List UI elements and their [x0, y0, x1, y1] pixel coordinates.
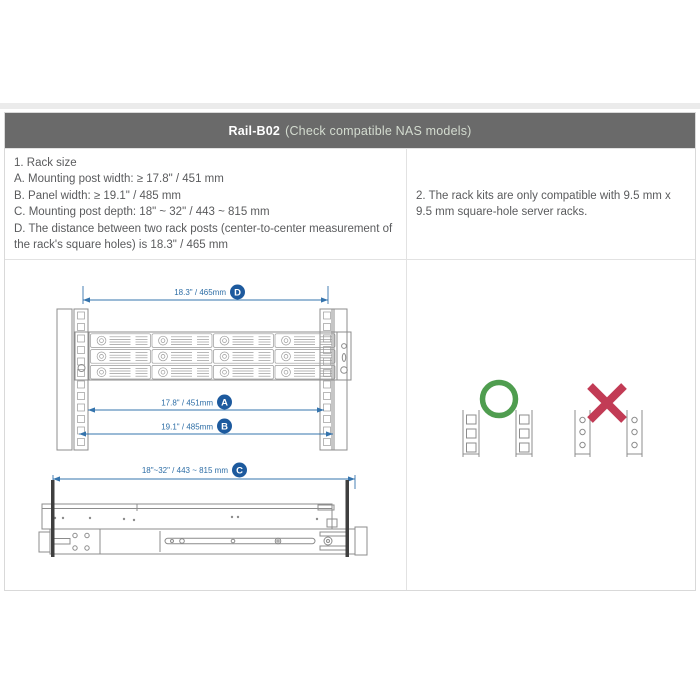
hole-compatibility-cell [406, 259, 695, 590]
rear-mounting-post [346, 480, 350, 557]
spec-text-row [5, 148, 695, 259]
dimension-c [53, 463, 355, 490]
rail-model-title: Rail-B02 [228, 123, 281, 138]
rail-dimension-diagram [5, 260, 405, 590]
upper-slide-rail [42, 504, 337, 529]
dimension-d-letter: D [234, 287, 241, 299]
dimension-a [88, 395, 324, 413]
rail-spec-table [4, 112, 696, 591]
drive-bay-grid [91, 334, 336, 379]
right-ear-hole [341, 367, 348, 374]
round-hole-rack-pair [575, 410, 642, 457]
left-rack-post-panel [57, 309, 72, 450]
dimension-a-letter: A [221, 397, 228, 409]
dimension-d-label: 18.3" / 465mm [174, 288, 226, 297]
dimension-b-label: 19.1" / 485mm [161, 422, 213, 432]
rack-size-line-2: A. Mounting post width: ≥ 17.8" / 451 mm [14, 173, 224, 185]
rear-prong-bottom [320, 546, 348, 550]
rear-screw [324, 537, 332, 545]
rear-prong-top [320, 532, 348, 536]
nas-chassis [75, 332, 351, 380]
lower-slide-rail [39, 527, 367, 555]
front-lock [53, 539, 70, 545]
rack-size-line-3: B. Panel width: ≥ 19.1" / 485 mm [14, 189, 182, 202]
rivet-dots [54, 516, 318, 521]
right-mounting-ear [337, 332, 351, 380]
led-slot [342, 354, 345, 362]
left-mounting-ear [75, 332, 89, 380]
dimension-d [83, 285, 328, 305]
dimension-a-label: 17.8" / 451mm [161, 398, 213, 408]
rear-end-cap [355, 527, 367, 555]
power-button [342, 344, 347, 349]
rack-size-cell [5, 148, 406, 259]
check-compatible-models-link[interactable]: (Check compatible NAS models) [285, 123, 472, 138]
rack-size-line-1: 1. Rack size [14, 156, 77, 169]
incompatible-x-icon [590, 386, 624, 420]
side-view-diagram [39, 463, 367, 558]
dimension-b-letter: B [221, 421, 228, 433]
rack-size-line-4: C. Mounting post depth: 18" ~ 32" / 443 ~ 815 mm [14, 206, 270, 218]
dimension-b [79, 419, 333, 437]
rack-size-line-5: D. The distance between two rack posts (center-to-center measurement of the rack's square holes) is 18.3" / 465 mm [14, 222, 393, 251]
compatibility-note: 2. The rack kits are only compatible with 9.5 mm x 9.5 mm square-hole server racks. [416, 189, 671, 218]
front-view-diagram [57, 285, 351, 451]
left-ear-hole [78, 365, 85, 372]
section-divider-strip [0, 103, 700, 109]
adjustment-slot [165, 538, 315, 543]
rack-size-list [14, 155, 394, 254]
compatibility-note-cell [406, 148, 695, 259]
front-mounting-post [51, 480, 55, 557]
hole-compatibility-diagram [407, 260, 695, 590]
table-header [5, 113, 695, 148]
diagram-row [5, 259, 695, 590]
dimension-c-letter: C [236, 465, 243, 477]
front-latch [39, 532, 50, 552]
compatible-ok-icon [483, 383, 516, 416]
rail-diagram-cell [5, 259, 406, 590]
dimension-c-label: 18"~32" / 443 ~ 815 mm [141, 466, 228, 475]
